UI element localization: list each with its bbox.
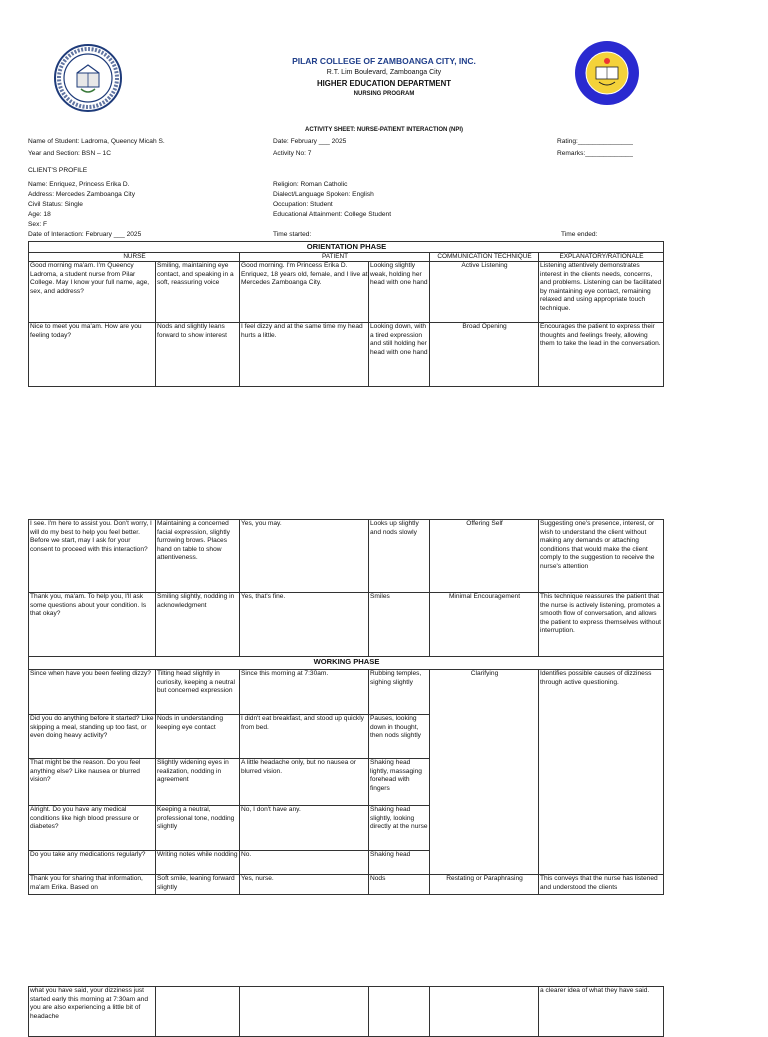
nurse-verbal: That might be the reason. Do you feel anything else? Like nausea or blurred vision? [29,759,156,806]
technique: Offering Self [430,520,539,593]
nurse-verbal: Nice to meet you ma'am. How are you feeling today? [29,323,156,387]
college-seal-logo [53,43,123,113]
working-phase-heading: WORKING PHASE [29,657,664,670]
nurse-nonverbal [156,987,240,1037]
patient-verbal: Since this morning at 7:30am. [240,670,369,715]
technique: Restating or Paraphrasing [430,875,539,895]
client-dialect: Dialect/Language Spoken: English [273,191,374,198]
rationale: a clearer idea of what they have said. [539,987,664,1037]
nurse-verbal: I see. I'm here to assist you. Don't worry, I will do my best to help you feel better. Before we start, may I ask for your consent to proceed with this interaction? [29,520,156,593]
school-address: R.T. Lim Boulevard, Zamboanga City [326,69,442,76]
patient-verbal: No, I don't have any. [240,806,369,851]
client-civil-status: Civil Status: Single [28,201,83,208]
patient-nonverbal: Shaking head slightly, looking directly at the nurse [369,806,430,851]
department-name: HIGHER EDUCATION DEPARTMENT [317,79,451,88]
activity-number: Activity No: 7 [273,150,312,157]
rationale: Listening attentively demonstrates interest in the clients needs, concerns, and problems. Listening can be facilitated by maintaining eye contact, remaining relaxed and using appropriate touch technique. [539,262,664,323]
patient-nonverbal: Shaking head lightly, massaging forehead with fingers [369,759,430,806]
nurse-verbal: Did you do anything before it started? Like skipping a meal, standing up too fast, or even doing heavy activity? [29,715,156,759]
npi-table-page3 [28,986,664,1037]
table-row [29,262,664,323]
program-name: NURSING PROGRAM [353,91,415,97]
nurse-nonverbal: Smiling, maintaining eye contact, and speaking in a soft, reassuring voice [156,262,240,323]
student-name: Name of Student: Ladroma, Queency Micah S. [28,138,165,145]
rationale: This technique reassures the patient that the nurse is actively listening, promotes a smooth flow of conversation, and allows the patient to express themselves without interruption. [539,593,664,657]
patient-verbal: A little headache only, but no nausea or blurred vision. [240,759,369,806]
table-row [29,593,664,657]
col-nurse: NURSE [29,253,240,262]
patient-nonverbal: Nods [369,875,430,895]
nurse-verbal: Thank you, ma'am. To help you, I'll ask some questions about your condition. Is that okay? [29,593,156,657]
time-ended: Time ended: [561,231,598,238]
nurse-verbal: Thank you for sharing that information, ma'am Erika. Based on [29,875,156,895]
nurse-nonverbal: Smiling slightly, nodding in acknowledgment [156,593,240,657]
rationale: Suggesting one's presence, interest, or wish to understand the client without making any demands or attaching conditions that would make the client comply to the suggestion to receive the nurse's attention [539,520,664,593]
nurse-nonverbal: Writing notes while nodding [156,851,240,875]
col-technique: COMMUNICATION TECHNIQUE [430,253,539,262]
school-name: PILAR COLLEGE OF ZAMBOANGA CITY, INC. [292,56,476,66]
patient-nonverbal: Looking down, with a tired expression and still holding her head with one hand [369,323,430,387]
orientation-phase-heading: ORIENTATION PHASE [29,242,664,253]
technique: Clarifying [430,670,539,875]
patient-nonverbal [369,987,430,1037]
year-section: Year and Section: BSN – 1C [28,150,111,157]
nurse-nonverbal: Tilting head slightly in curiosity, keeping a neutral but concerned expression [156,670,240,715]
technique: Active Listening [430,262,539,323]
patient-verbal: I didn't eat breakfast, and stood up quickly from bed. [240,715,369,759]
technique: Broad Opening [430,323,539,387]
client-address: Address: Mercedes Zamboanga City [28,191,136,198]
remarks-field: Remarks:_____________ [557,150,633,157]
patient-nonverbal: Rubbing temples, sighing slightly [369,670,430,715]
patient-nonverbal: Looking slightly weak, holding her head with one hand [369,262,430,323]
rationale: Identifies possible causes of dizziness through active questioning. [539,670,664,875]
nurse-nonverbal: Keeping a neutral, professional tone, nodding slightly [156,806,240,851]
patient-verbal: Yes, that's fine. [240,593,369,657]
nurse-nonverbal: Nods in understanding keeping eye contact [156,715,240,759]
patient-verbal: No. [240,851,369,875]
rationale: Encourages the patient to express their thoughts and feelings freely, allowing them to take the lead in the conversation. [539,323,664,387]
technique: Minimal Encouragement [430,593,539,657]
rating-field: Rating:_______________ [557,138,633,145]
npi-table-page1 [28,241,664,387]
table-row [29,875,664,895]
nurse-verbal: what you have said, your dizziness just started early this morning at 7:30am and you are also experiencing a little bit of headache [29,987,156,1037]
activity-sheet-title: ACTIVITY SHEET: NURSE-PATIENT INTERACTION (NPI) [304,127,463,133]
nurse-nonverbal: Maintaining a concerned facial expression, slightly furrowing brows. Places hand on table to show attentiveness. [156,520,240,593]
client-occupation: Occupation: Student [273,201,333,208]
patient-nonverbal: Smiles [369,593,430,657]
client-name: Name: Enriquez, Princess Erika D. [28,181,130,188]
activity-date: Date: February ___ 2025 [273,138,347,145]
profile-heading: CLIENT'S PROFILE [28,167,88,174]
col-patient: PATIENT [240,253,430,262]
patient-nonverbal: Pauses, looking down in thought, then nods slightly [369,715,430,759]
rationale: This conveys that the nurse has listened and understood the clients [539,875,664,895]
patient-verbal [240,987,369,1037]
nurse-verbal: Do you take any medications regularly? [29,851,156,875]
nurse-nonverbal: Nods and slightly leans forward to show interest [156,323,240,387]
time-started: Time started: [273,231,312,238]
client-age: Age: 18 [28,211,51,218]
table-row [29,987,664,1037]
col-rationale: EXPLANATORY/RATIONALE [539,253,664,262]
client-religion: Religion: Roman Catholic [273,181,348,188]
patient-verbal: Yes, nurse. [240,875,369,895]
patient-verbal: I feel dizzy and at the same time my head hurts a little. [240,323,369,387]
nurse-verbal: Good morning ma'am. I'm Queency Ladroma, a student nurse from Pilar College. May I know your full name, age, sex, and address? [29,262,156,323]
patient-nonverbal: Shaking head [369,851,430,875]
technique [430,987,539,1037]
patient-verbal: Good morning. I'm Princess Erika D. Enriquez, 18 years old, female, and I live at Mercedes Zamboanga City. [240,262,369,323]
nurse-verbal: Alright. Do you have any medical conditions like high blood pressure or diabetes? [29,806,156,851]
patient-verbal: Yes, you may. [240,520,369,593]
nurse-nonverbal: Soft smile, leaning forward slightly [156,875,240,895]
client-education: Educational Attainment: College Student [273,211,392,218]
table-row [29,670,664,715]
nurse-nonverbal: Slightly widening eyes in realization, nodding in agreement [156,759,240,806]
npi-table-page2 [28,519,664,895]
table-row [29,323,664,387]
nurse-verbal: Since when have you been feeling dizzy? [29,670,156,715]
table-row [29,520,664,593]
date-of-interaction: Date of Interaction: February ___ 2025 [28,231,142,238]
patient-nonverbal: Looks up slightly and nods slowly [369,520,430,593]
client-sex: Sex: F [28,221,48,228]
